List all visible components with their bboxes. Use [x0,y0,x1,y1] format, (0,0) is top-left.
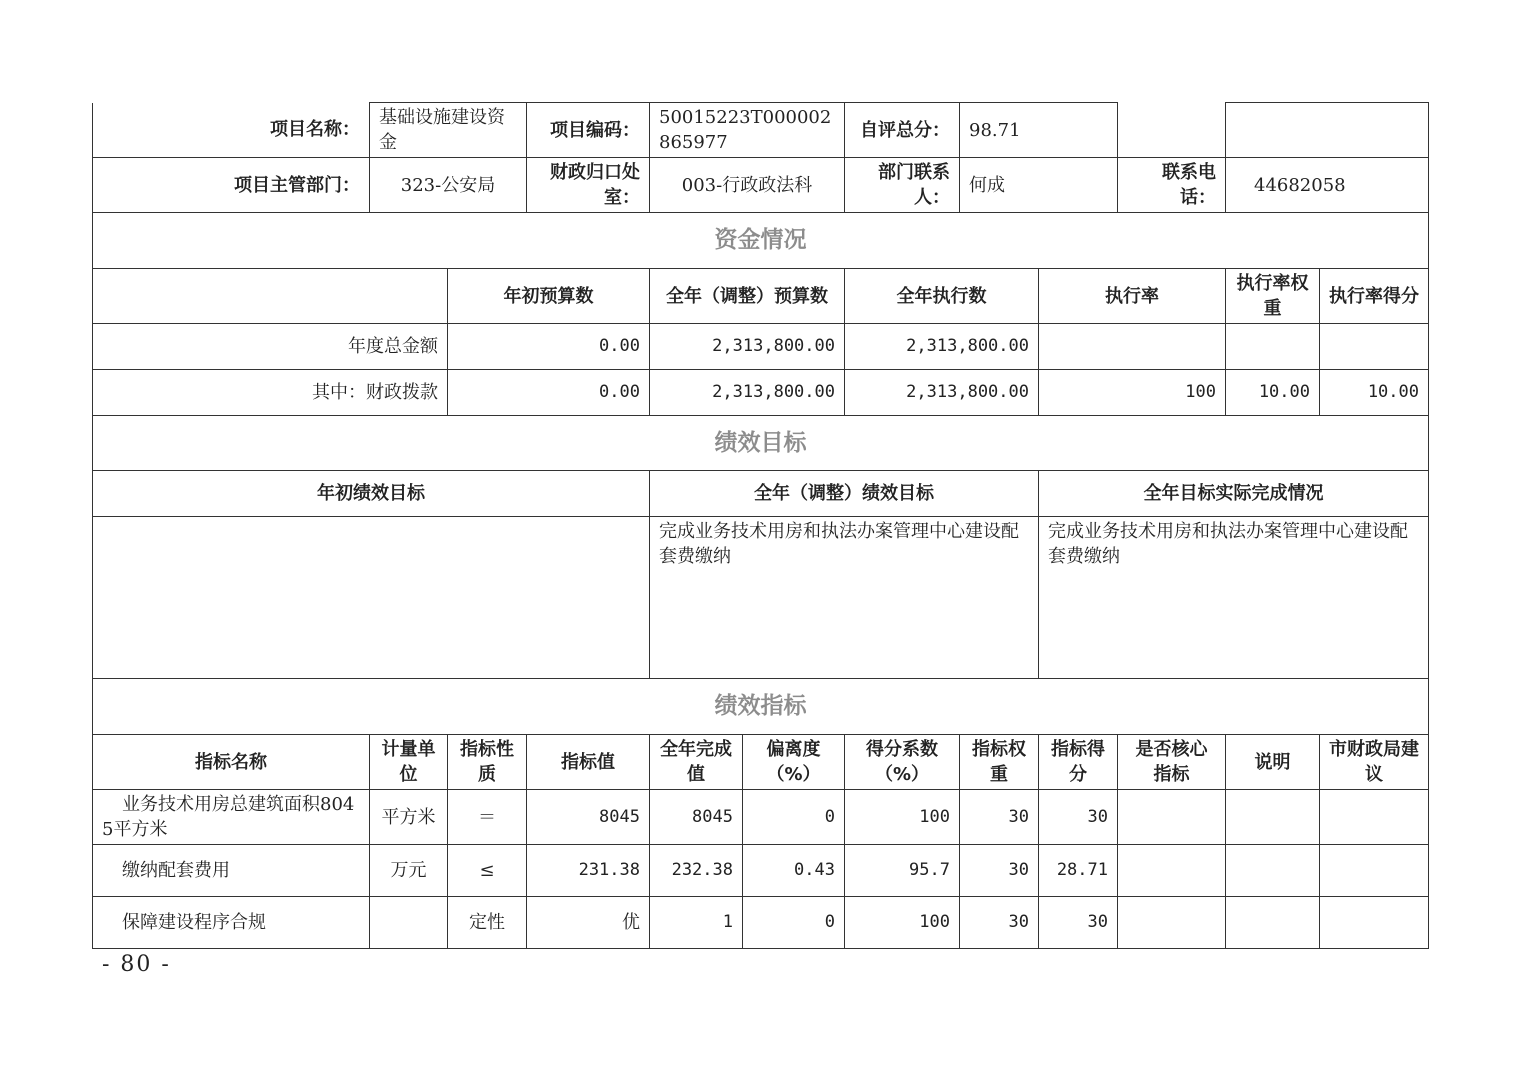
ind-value: 8045 [527,790,650,845]
ind-name: 缴纳配套费用 [93,845,370,897]
funds-section-title: 资金情况 [93,213,1429,269]
ind-core [1118,845,1226,897]
ind-name: 业务技术用房总建筑面积8045平方米 [93,790,370,845]
funds-row-total [93,324,1429,370]
ind-header-unit: 计量单位 [370,735,448,790]
info-row-2 [93,158,1429,213]
ind-weight: 30 [960,845,1039,897]
funds-section-row [93,213,1429,269]
goals-initial-text [93,517,650,679]
indicators-section-title: 绩效指标 [93,679,1429,735]
contact-value: 何成 [960,158,1118,213]
ind-value: 231.38 [527,845,650,897]
ind-score: 30 [1039,790,1118,845]
funds-header-initial: 年初预算数 [448,269,650,324]
funds-score [1320,324,1429,370]
table-row [93,897,1429,949]
ind-coef: 100 [845,790,960,845]
goals-actual-text: 完成业务技术用房和执法办案管理中心建设配套费缴纳 [1039,517,1429,679]
goals-section-title: 绩效目标 [93,416,1429,471]
funds-rate: 100 [1039,370,1226,416]
ind-header-deviation: 偏离度（%） [743,735,845,790]
project-name-label: 项目名称： [93,103,370,158]
funds-header-executed: 全年执行数 [845,269,1039,324]
ind-header-name: 指标名称 [93,735,370,790]
phone-value: 44682058 [1226,158,1429,213]
ind-deviation: 0 [743,790,845,845]
self-score-value: 98.71 [960,103,1118,158]
funds-row-fiscal [93,370,1429,416]
dept-label: 项目主管部门： [93,158,370,213]
ind-name: 保障建设程序合规 [93,897,370,949]
ind-done: 1 [650,897,743,949]
ind-coef: 95.7 [845,845,960,897]
funds-header-row [93,269,1429,324]
project-name-value: 基础设施建设资金 [370,103,527,158]
ind-header-core: 是否核心指标 [1118,735,1226,790]
ind-header-note: 说明 [1226,735,1320,790]
funds-initial: 0.00 [448,324,650,370]
funds-adjusted: 2,313,800.00 [650,370,845,416]
dept-value: 323-公安局 [370,158,527,213]
goals-header-initial: 年初绩效目标 [93,471,650,517]
ind-header-done: 全年完成值 [650,735,743,790]
ind-weight: 30 [960,790,1039,845]
ind-unit: 万元 [370,845,448,897]
goals-content-row [93,517,1429,679]
self-score-label: 自评总分： [845,103,960,158]
ind-core [1118,790,1226,845]
goals-header-actual: 全年目标实际完成情况 [1039,471,1429,517]
ind-header-weight: 指标权重 [960,735,1039,790]
ind-score: 28.71 [1039,845,1118,897]
ind-advice [1320,897,1429,949]
info-row-1 [93,103,1429,158]
ind-header-score: 指标得分 [1039,735,1118,790]
performance-evaluation-table [92,102,1429,949]
ind-coef: 100 [845,897,960,949]
funds-weight: 10.00 [1226,370,1320,416]
goals-header-adjusted: 全年（调整）绩效目标 [650,471,1039,517]
ind-done: 8045 [650,790,743,845]
table-row [93,790,1429,845]
indicators-header-row [93,735,1429,790]
info-empty-cell [1118,103,1226,158]
funds-rate [1039,324,1226,370]
funds-executed: 2,313,800.00 [845,324,1039,370]
funds-header-rate: 执行率 [1039,269,1226,324]
ind-advice [1320,845,1429,897]
ind-nature: ＝ [448,790,527,845]
ind-unit: 平方米 [370,790,448,845]
funds-header-weight: 执行率权重 [1226,269,1320,324]
ind-deviation: 0 [743,897,845,949]
ind-score: 30 [1039,897,1118,949]
ind-nature: 定性 [448,897,527,949]
funds-adjusted: 2,313,800.00 [650,324,845,370]
goals-section-row [93,416,1429,471]
funds-executed: 2,313,800.00 [845,370,1039,416]
project-code-label: 项目编码： [527,103,650,158]
funds-row-label: 其中：财政拨款 [93,370,448,416]
ind-header-value: 指标值 [527,735,650,790]
contact-label: 部门联系人： [845,158,960,213]
ind-unit [370,897,448,949]
ind-note [1226,897,1320,949]
ind-note [1226,845,1320,897]
ind-deviation: 0.43 [743,845,845,897]
page-number: - 80 - [102,952,171,977]
goals-header-row [93,471,1429,517]
funds-weight [1226,324,1320,370]
goals-adjusted-text: 完成业务技术用房和执法办案管理中心建设配套费缴纳 [650,517,1039,679]
phone-label: 联系电话： [1118,158,1226,213]
funds-header-adjusted: 全年（调整）预算数 [650,269,845,324]
table-row [93,845,1429,897]
ind-nature: ≤ [448,845,527,897]
ind-weight: 30 [960,897,1039,949]
funds-initial: 0.00 [448,370,650,416]
info-empty-cell-2 [1226,103,1429,158]
ind-value: 优 [527,897,650,949]
ind-header-nature: 指标性质 [448,735,527,790]
funds-header-blank [93,269,448,324]
funds-row-label: 年度总金额 [93,324,448,370]
funds-header-score: 执行率得分 [1320,269,1429,324]
ind-header-advice: 市财政局建议 [1320,735,1429,790]
ind-core [1118,897,1226,949]
finance-office-value: 003-行政政法科 [650,158,845,213]
ind-done: 232.38 [650,845,743,897]
finance-office-label: 财政归口处室： [527,158,650,213]
ind-note [1226,790,1320,845]
funds-score: 10.00 [1320,370,1429,416]
indicators-section-row [93,679,1429,735]
ind-header-coef: 得分系数（%） [845,735,960,790]
project-code-value: 50015223T000002865977 [650,103,845,158]
ind-advice [1320,790,1429,845]
